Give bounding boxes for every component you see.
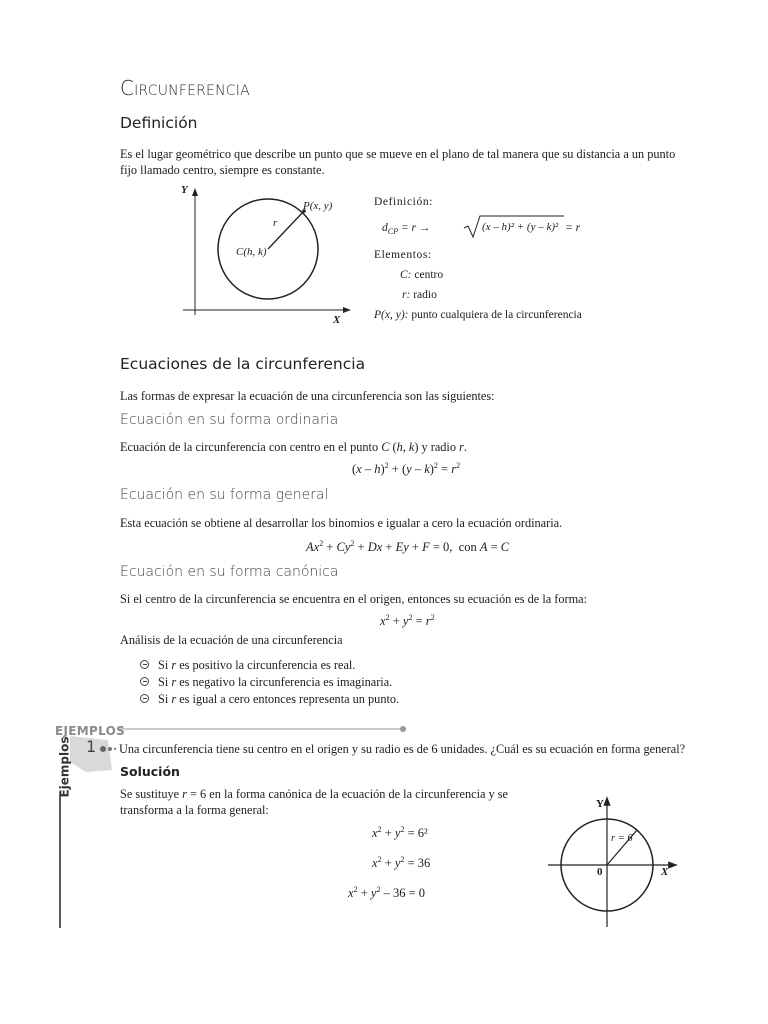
side-definicion-label: Definición: xyxy=(374,196,433,208)
definicion-heading: Definición xyxy=(120,114,198,132)
ejemplos-vertical-label: Ejemplos xyxy=(57,736,72,798)
bullet-icon xyxy=(140,660,149,669)
canonica-heading: Ecuación en su forma canónica xyxy=(120,564,339,580)
diagram1-radius-label: r xyxy=(273,217,278,229)
bullet-icon xyxy=(140,694,149,703)
bullet-icon xyxy=(140,677,149,686)
equation-rhs: = r xyxy=(565,222,581,234)
sqrt-content: (x – h)² + (y – k)² xyxy=(482,221,559,233)
solution-step-2: $x^2 + y^2 = 36$ xyxy=(372,855,431,870)
ejemplos-rule xyxy=(118,724,410,734)
ecuaciones-intro: Las formas de expresar la ecuación de una circunferencia son las siguientes: xyxy=(120,389,495,403)
list-item: Si r es positivo la circunferencia es real. xyxy=(140,657,399,674)
diagram1-y-label: Y xyxy=(181,184,188,196)
analisis-heading: Análisis de la ecuación de una circunferencia xyxy=(120,633,343,647)
list-item: Si r es negativo la circunferencia es imaginaria. xyxy=(140,674,399,691)
solucion-label: Solución xyxy=(120,764,180,779)
canonica-text: Si el centro de la circunferencia se encuentra en el origen, entonces su ecuación es de la forma: xyxy=(120,592,588,606)
ejemplos-tab: EJEMPLOS xyxy=(55,724,126,738)
diagram2-radius-label: r = 6 xyxy=(611,833,633,844)
ordinaria-text: Ecuación de la circunferencia con centro en el punto C (h, k) y radio r. xyxy=(120,440,467,454)
general-text: Esta ecuación se obtiene al desarrollar los binomios e igualar a cero la ecuación ordinaria. xyxy=(120,516,563,530)
elementos-label: Elementos: xyxy=(374,249,432,261)
solution-text-2: transforma a la forma general: xyxy=(120,803,269,817)
example-number: 1 xyxy=(86,737,97,756)
diagram1-x-label: X xyxy=(333,314,341,326)
diagram2-y-label: Y xyxy=(596,798,604,810)
definicion-text: Es el lugar geométrico que describe un punto que se mueve en el plano de tal manera que su distancia a un punto fijo llamado centro, siempre es constante. xyxy=(120,147,676,177)
example-circle-diagram xyxy=(545,795,680,930)
element-p: P(x, y): punto cualquiera de la circunferencia xyxy=(374,309,582,321)
ordinaria-equation: $(x - h)^2 + (y - k)^2 = r^2$ xyxy=(352,461,461,476)
general-heading: Ecuación en su forma general xyxy=(120,487,329,503)
example-question: Una circunferencia tiene su centro en el origen y su radio es de 6 unidades. ¿Cuál es su ecuación en forma general? xyxy=(119,742,686,756)
page-title: CIRCUNFERENCIA xyxy=(120,76,250,100)
ecuaciones-heading: Ecuaciones de la circunferencia xyxy=(120,355,366,373)
solution-text-1: Se sustituye r = 6 en la forma canónica de la ecuación de la circunferencia y se xyxy=(120,787,508,801)
canonica-equation: $x^2 + y^2 = r^2$ xyxy=(380,613,435,628)
solution-step-3: $x^2 + y^2 - 36 = 0$ xyxy=(348,885,425,900)
element-c: C: centro xyxy=(400,269,444,281)
distance-equation: $d_{CP} = r$ → xyxy=(382,222,431,236)
diagram2-x-label: X xyxy=(661,866,669,878)
diagram2-origin-label: 0 xyxy=(597,866,603,878)
diagram1-point-label: P(x, y) xyxy=(303,200,333,212)
general-equation: $Ax^2 + Cy^2 + Dx + Ey + F = 0$, con A = C xyxy=(306,539,510,554)
analysis-list xyxy=(140,657,399,708)
list-item: Si r es igual a cero entonces representa un punto. xyxy=(140,691,399,708)
solution-step-1: $x^2 + y^2 = 6^2$ xyxy=(372,825,428,840)
element-r: r: radio xyxy=(402,289,437,301)
ordinaria-heading: Ecuación en su forma ordinaria xyxy=(120,412,339,428)
diagram1-center-label: C(h, k) xyxy=(236,246,267,258)
example-dots-icon xyxy=(99,744,119,754)
